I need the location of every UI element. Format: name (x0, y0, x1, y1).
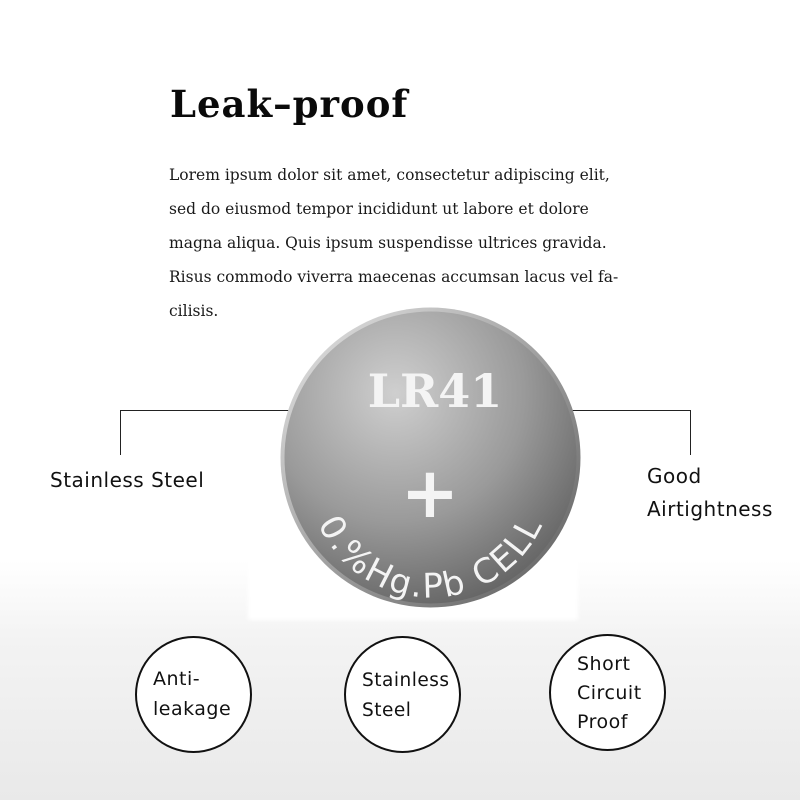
feature-text: Steel (362, 700, 412, 721)
callout-stainless-steel: Stainless Steel (50, 468, 205, 492)
callout-line-text: Good (647, 464, 702, 488)
cell-arc-textpath: 0.%Hg.Pb CELL (309, 508, 552, 607)
feature-badge-anti-leakage (135, 636, 252, 753)
feature-text: Anti- (153, 668, 201, 690)
description-paragraph (169, 158, 649, 328)
callout-good-airtightness (647, 460, 773, 526)
feature-text: Circuit (577, 682, 642, 704)
feature-text: leakage (153, 698, 232, 720)
callout-line-text: Airtightness (647, 497, 773, 521)
page-title: Leak–proof (170, 82, 409, 126)
description-line: magna aliqua. Quis ipsum suspendisse ultrices gravida. (169, 234, 607, 252)
feature-badge-short-circuit-proof (549, 634, 666, 751)
feature-text: Proof (577, 711, 628, 733)
feature-text: Stainless (362, 670, 450, 691)
plus-symbol-icon: + (400, 452, 460, 534)
description-line: sed do eiusmod tempor incididunt ut labore et dolore (169, 200, 589, 218)
callout-line-left (120, 410, 291, 455)
description-line: Lorem ipsum dolor sit amet, consectetur adipiscing elit, (169, 166, 610, 184)
battery-coin-svg (278, 305, 583, 610)
description-line: cilisis. (169, 302, 219, 320)
feature-text: Short (577, 653, 631, 675)
battery-coin-image (278, 305, 583, 610)
description-line: Risus commodo viverra maecenas accumsan lacus vel fa- (169, 268, 619, 286)
feature-badge-stainless-steel (344, 636, 461, 753)
battery-model-text: LR41 (367, 364, 503, 418)
